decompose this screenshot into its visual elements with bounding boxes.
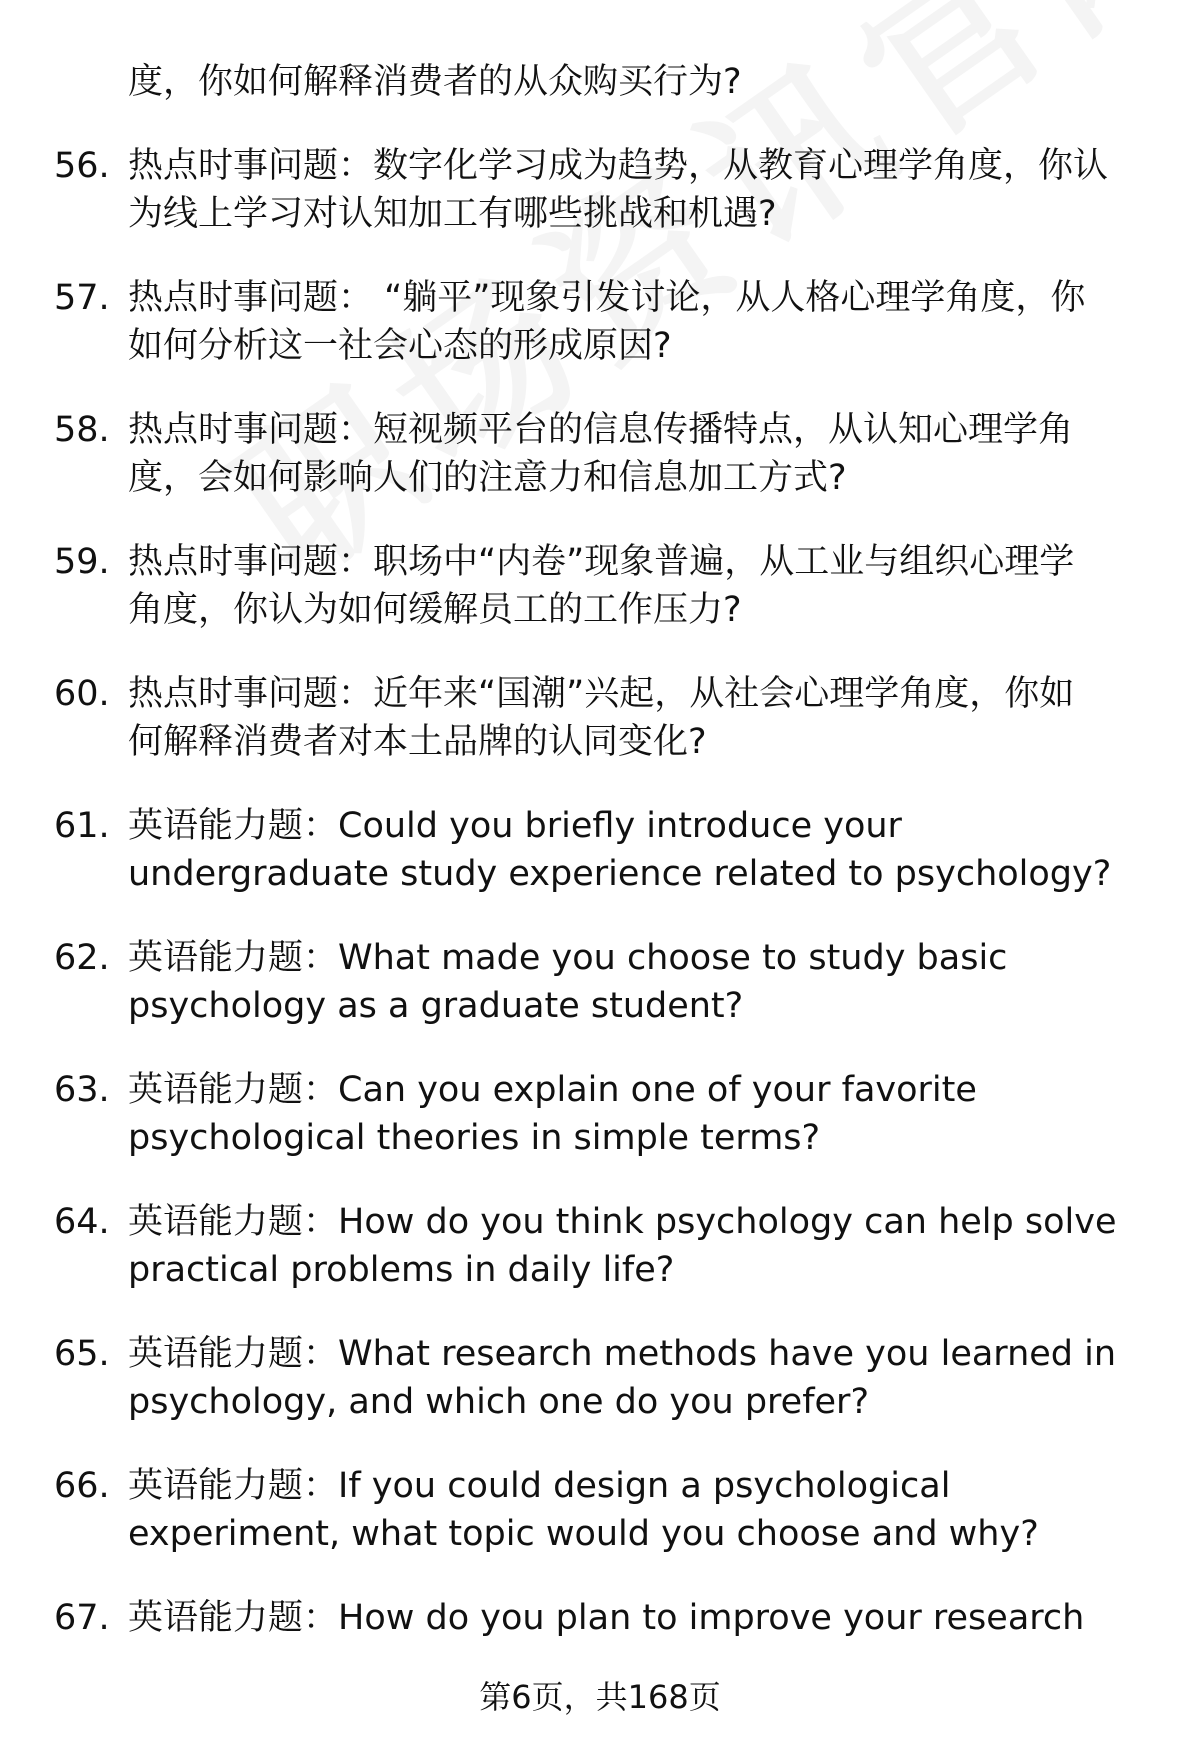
question-number: 64.: [54, 1202, 110, 1242]
question-text: [128, 1198, 1144, 1294]
question-text: [128, 406, 1144, 502]
continuation-line: 度，你如何解释消费者的从众购买行为?: [128, 62, 742, 102]
question-item: [54, 406, 1144, 502]
question-text-line: 英语能力题：What made you choose to study basic: [128, 938, 1008, 978]
question-list: [54, 58, 1144, 1642]
question-text: [128, 802, 1144, 898]
question-text: [128, 1330, 1144, 1426]
question-text-line: 英语能力题：Can you explain one of your favorite: [128, 1070, 977, 1110]
question-number: 62.: [54, 938, 110, 978]
question-text: [128, 274, 1144, 370]
question-text: [128, 1594, 1144, 1642]
question-number: 66.: [54, 1466, 110, 1506]
question-number: 63.: [54, 1070, 110, 1110]
question-number: 56.: [54, 146, 110, 186]
question-text: [128, 934, 1144, 1030]
question-item: [54, 274, 1144, 370]
question-text: [128, 1462, 1144, 1558]
question-text-line: 英语能力题：How do you think psychology can help solve: [128, 1202, 1117, 1242]
question-text-line: 英语能力题：How do you plan to improve your research: [128, 1598, 1085, 1638]
question-text-line: experiment, what topic would you choose and why?: [128, 1514, 1039, 1554]
question-text-line: 何解释消费者对本土品牌的认同变化?: [128, 722, 707, 762]
question-number: 60.: [54, 674, 110, 714]
question-item: [54, 670, 1144, 766]
question-text-line: psychological theories in simple terms?: [128, 1118, 821, 1158]
question-text-line: undergraduate study experience related to psychology?: [128, 854, 1112, 894]
question-item: [54, 142, 1144, 238]
question-text-line: 角度，你认为如何缓解员工的工作压力?: [128, 590, 742, 630]
question-text-line: 如何分析这一社会心态的形成原因?: [128, 326, 672, 366]
question-number: 67.: [54, 1598, 110, 1638]
question-text-line: 英语能力题：What research methods have you learned in: [128, 1334, 1117, 1374]
page-footer: 第6页，共168页: [479, 1678, 721, 1716]
question-text-line: psychology, and which one do you prefer?: [128, 1382, 870, 1422]
question-text-line: 热点时事问题：近年来“国潮”兴起，从社会心理学角度，你如: [128, 674, 1075, 714]
questions-container: [54, 142, 1144, 1642]
question-item: [54, 538, 1144, 634]
question-text-line: 英语能力题：If you could design a psychological: [128, 1466, 951, 1506]
question-text: [128, 670, 1144, 766]
question-number: 57.: [54, 278, 110, 318]
question-number: 65.: [54, 1334, 110, 1374]
question-item: [54, 1462, 1144, 1558]
question-text-line: 度，会如何影响人们的注意力和信息加工方式?: [128, 458, 847, 498]
question-item: [54, 1330, 1144, 1426]
question-text-line: 热点时事问题：职场中“内卷”现象普遍，从工业与组织心理学: [128, 542, 1075, 582]
question-item: [54, 1066, 1144, 1162]
question-item: [54, 1198, 1144, 1294]
question-item: [54, 934, 1144, 1030]
question-text-line: 为线上学习对认知加工有哪些挑战和机遇?: [128, 194, 777, 234]
question-text-line: practical problems in daily life?: [128, 1250, 675, 1290]
question-text: [128, 142, 1144, 238]
question-number: 61.: [54, 806, 110, 846]
question-number: 59.: [54, 542, 110, 582]
question-text-line: psychology as a graduate student?: [128, 986, 744, 1026]
question-number: 58.: [54, 410, 110, 450]
question-text-line: 热点时事问题：短视频平台的信息传播特点，从认知心理学角: [128, 410, 1074, 450]
question-text: [128, 1066, 1144, 1162]
question-item: [54, 1594, 1144, 1642]
question-item: [54, 802, 1144, 898]
question-text-line: 热点时事问题： “躺平”现象引发讨论，从人格心理学角度，你: [128, 278, 1086, 318]
question-text-line: 热点时事问题：数字化学习成为趋势，从教育心理学角度，你认: [128, 146, 1109, 186]
question-text: [128, 538, 1144, 634]
question-text-line: 英语能力题：Could you briefly introduce your: [128, 806, 902, 846]
